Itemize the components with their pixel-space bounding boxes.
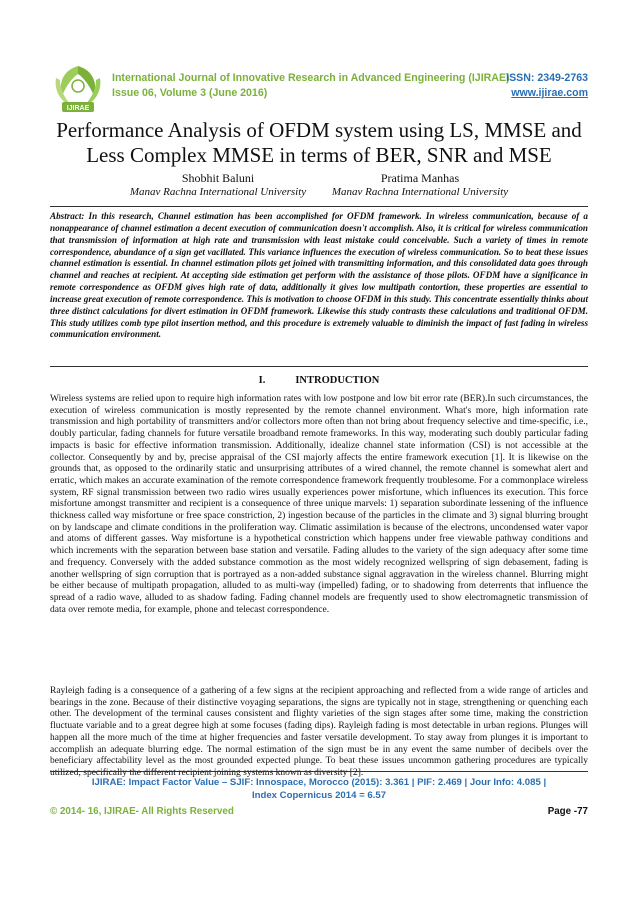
author-affiliation: Manav Rachna International University — [331, 186, 509, 198]
section-title: INTRODUCTION — [295, 375, 380, 386]
divider — [50, 366, 588, 367]
ijirae-logo — [50, 60, 106, 114]
logo-text: IJIRAE — [66, 105, 90, 112]
body-paragraph: Wireless systems are relied upon to require high information rates with low postpone and low bit error rate (BER).In such circumstances, the execution of wireless communication is mostly represented by the remote channel environment. What's more, high information rate transmission and high portability of transmitters and/or collectors more often than not bring about frequency selective and time-specific, i.e., doubly particular, fading channels for future versatile broadband remote frameworks. In this way, moderating such doubly particular fading impacts is basic for effective information transmission. Additionally, idealize channel state information (CSI) is not accessible at the collector. Consequently by and by, precise appraisal of the CSI majorly affects the entire framework execution [1]. It is likewise on the grounds that, as opposed to the ordinarily static and unsurprising attributes of a wired channel, the remote channel is somewhat alert and erratic, which makes an accurate examination of the remote correspondence framework frequently troublesome. For a commonplace wireless system, RF signal transmission between two radio wires usually experiences power misfortune, which influences its execution. This force misfortune amongst transmitter and recipient is a consequence of three unique marvels: 1) separation subordinate lessening of the influence thickness called way misfortune or free space constriction, 2) ingestion because of the particles in the climate and 3) signal blurring brought on by landscape and climate conditions in the proliferation way. Climatic assimilation is because of the electrons, uncondensed water vapor and atoms of different gasses. Way misfortune is a hypothetical constriction which happens under free viewable pathway conditions and which increments with the separation between base station and versatile. Fading alludes to the variety of the sign adequacy after some time and frequency. Conversely with the added substance commotion as the most widely recognized wellspring of sign debasement, fading is another wellspring of sign corruption that is portrayed as a non-added substance signal aggravation in the wireless channel. Blurring might be either because of multipath propagation, alluded to as multi-way (impelled) fading, or to shadowing from deterrents that influence the spread of a radio wave, alluded to as shadow fading. Fading channel models are frequently used to show electromagnetic transmission of data over remote media, for example, phone and telecast correspondence. — [50, 394, 588, 615]
journal-website-link[interactable]: www.ijirae.com — [511, 87, 588, 99]
copyright: © 2014- 16, IJIRAE- All Rights Reserved — [50, 806, 234, 817]
journal-name: International Journal of Innovative Research in Advanced Engineering (IJIRAE) — [112, 72, 510, 84]
paper-title: Performance Analysis of OFDM system using LS, MMSE and Less Complex MMSE in terms of BER, SNR and MSE — [56, 118, 582, 167]
footer-divider — [50, 771, 588, 772]
author-name: Shobhit Baluni — [181, 171, 255, 185]
abstract: Abstract: In this research, Channel estimation has been accomplished for OFDM framework. In wireless communication, because of a nonappearance of channel estimation a decent execution of communication doesn't accomplish. Also, it is critical for wireless communication that transmission of information at high rate and transmission with least mistake could conceivable. Such a variety of times in remote correspondence, abundance of a sign get vacillated. This variance influences the execution of wireless communication. So to beat these issues channel estimation is essential. In channel estimation pilots get joined with transmitting information, and this consolidated data goes through channel and reaches at recipient. At accepting side estimation get perform with the assistance of those pilots. OFDM have a significance in remote correspondence as OFDM gives high rate of data, additionally it gives low multipath contortion, these properties are essential to increase great execution of remote correspondence. This is motivation to choose OFDM in this study. This concentrate essentially thinks about three distinct calculations for divert estimation in OFDM framework. Likewise this study contrasts these calculations and traditional OFDM. This study utilizes comb type pilot insertion method, and this procedure is extremely valuable to diminish the impact of fast fading in wireless communication environment. — [50, 211, 588, 340]
impact-factor-line: IJIRAE: Impact Factor Value – SJIF: Innospace, Morocco (2015): 3.361 | PIF: 2.469 | Jour Info: 4.085 | — [91, 777, 547, 788]
section-heading — [50, 375, 588, 386]
index-copernicus-line: Index Copernicus 2014 = 6.57 — [251, 790, 387, 801]
author-affiliation: Manav Rachna International University — [129, 186, 307, 198]
divider — [50, 206, 588, 207]
page-number: Page -77 — [547, 806, 588, 817]
issn: ISSN: 2349-2763 — [506, 72, 588, 84]
body-paragraph: Rayleigh fading is a consequence of a gathering of a few signs at the recipient approaching and reflected from a wide range of articles and bearings in the zone. Because of their distinctive voyaging separations, the signs are typically not in stage, strengthening or quenching each other. The development of the terminal causes consistent and flighty varieties of the sign stages after some time, making the constriction fluctuate variable and to a great degree high at some focuses (fading dips). Rayleigh fading is most detectable in urban regions. Plunges will happen all the more much of the time at higher frequencies and faster versatile development. To stay away from plunges it is important to accomplish an adequate blurring edge. The normal estimation of the sign must be in any event the same number of decibels over the beneficiary affectability level as the most grounded expected plunge. To beat these issues uncommon gathering procedures are typically utilized, specifically the different recipient joining systems known as diversity [2]. — [50, 686, 588, 778]
section-number: I. — [258, 375, 266, 386]
journal-issue: Issue 06, Volume 3 (June 2016) — [112, 87, 268, 99]
author-name: Pratima Manhas — [380, 171, 460, 185]
